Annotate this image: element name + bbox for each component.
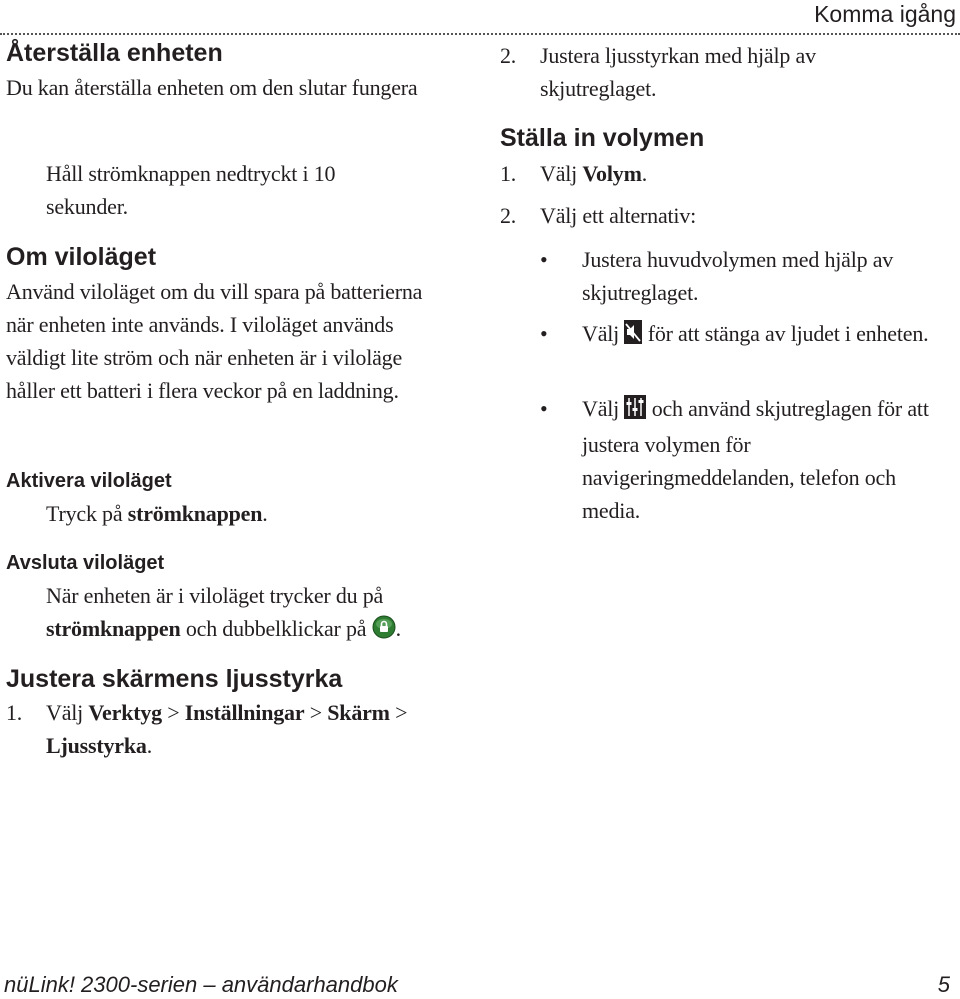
manual-title: nüLink! 2300-serien – användarhandbok — [4, 972, 398, 997]
step-number: 1. — [500, 161, 517, 186]
bullet: • — [540, 396, 548, 421]
activate-sleep-heading: Aktivera viloläget — [6, 470, 172, 492]
exit-text-2: och dubbelklickar på — [180, 616, 372, 641]
lock-button-icon — [372, 615, 396, 648]
option-suffix: för att stänga av ljudet i enheten. — [642, 321, 929, 346]
reset-heading: Återställa enheten — [6, 39, 223, 67]
option-text — [582, 392, 950, 527]
sep: > — [161, 700, 185, 725]
step-prefix: Välj — [540, 161, 583, 186]
volume-option-1 — [540, 243, 950, 309]
option-suffix: och använd skjutreglagen för att justera volymen för navigeringmeddelanden, telefon och media. — [582, 396, 929, 523]
sleep-heading: Om viloläget — [6, 243, 157, 271]
volume-step-1 — [500, 157, 920, 190]
exit-sleep-heading: Avsluta viloläget — [6, 552, 165, 574]
volume-option-3 — [540, 392, 950, 527]
step-number: 1. — [6, 700, 23, 725]
brightness-step-1 — [6, 696, 476, 762]
step-end: . — [641, 161, 648, 186]
option-text — [582, 317, 950, 353]
option-prefix: Välj — [582, 321, 625, 346]
power-button-term: strömknappen — [127, 501, 263, 526]
menu-tools: Verktyg — [88, 700, 162, 725]
exit-text-1: När enheten är i viloläget trycker du på — [46, 583, 384, 608]
brightness-step-2 — [500, 39, 920, 105]
activate-prefix: Tryck på — [46, 501, 128, 526]
step-number: 2. — [500, 43, 517, 68]
step-end: . — [146, 733, 152, 758]
menu-settings: Inställningar — [184, 700, 305, 725]
step-number: 2. — [500, 203, 517, 228]
mute-speaker-icon — [624, 320, 642, 353]
sep: > — [304, 700, 328, 725]
top-dotted-rule — [0, 33, 960, 35]
exit-end: . — [395, 616, 401, 641]
volume-heading: Ställa in volymen — [500, 124, 705, 152]
activate-suffix: . — [262, 501, 268, 526]
volume-option-2 — [540, 317, 950, 353]
option-prefix: Välj — [582, 396, 625, 421]
reset-step: Håll strömknappen nedtryckt i 10 sekunder. — [46, 161, 336, 219]
step-prefix: Välj — [46, 700, 89, 725]
brightness-step-2-text: Justera ljusstyrkan med hjälp av skjutreglaget. — [540, 43, 816, 101]
activate-sleep-text — [46, 497, 466, 530]
bullet: • — [540, 321, 548, 346]
sep: > — [389, 700, 408, 725]
volume-step-2-text: Välj ett alternativ: — [540, 203, 697, 228]
bullet: • — [540, 247, 548, 272]
menu-volume: Volym — [582, 161, 642, 186]
brightness-heading: Justera skärmens ljusstyrka — [6, 665, 343, 693]
power-button-term-2: strömknappen — [46, 616, 181, 641]
section-label: Komma igång — [814, 1, 956, 27]
sleep-body: Använd viloläget om du vill spara på batterierna när enheten inte används. I viloläget används väldigt lite ström och när enheten är i viloläge håller ett batteri i flera veckor på en laddning. — [6, 279, 423, 403]
reset-intro: Du kan återställa enheten om den slutar fungera — [6, 75, 418, 100]
option-text: Justera huvudvolymen med hjälp av skjutreglaget. — [582, 247, 894, 305]
volume-step-2 — [500, 199, 920, 232]
menu-screen: Skärm — [327, 700, 390, 725]
exit-sleep-text — [46, 579, 476, 648]
menu-brightness: Ljusstyrka — [46, 733, 147, 758]
mixer-sliders-icon — [624, 395, 646, 428]
page-number: 5 — [937, 972, 950, 997]
